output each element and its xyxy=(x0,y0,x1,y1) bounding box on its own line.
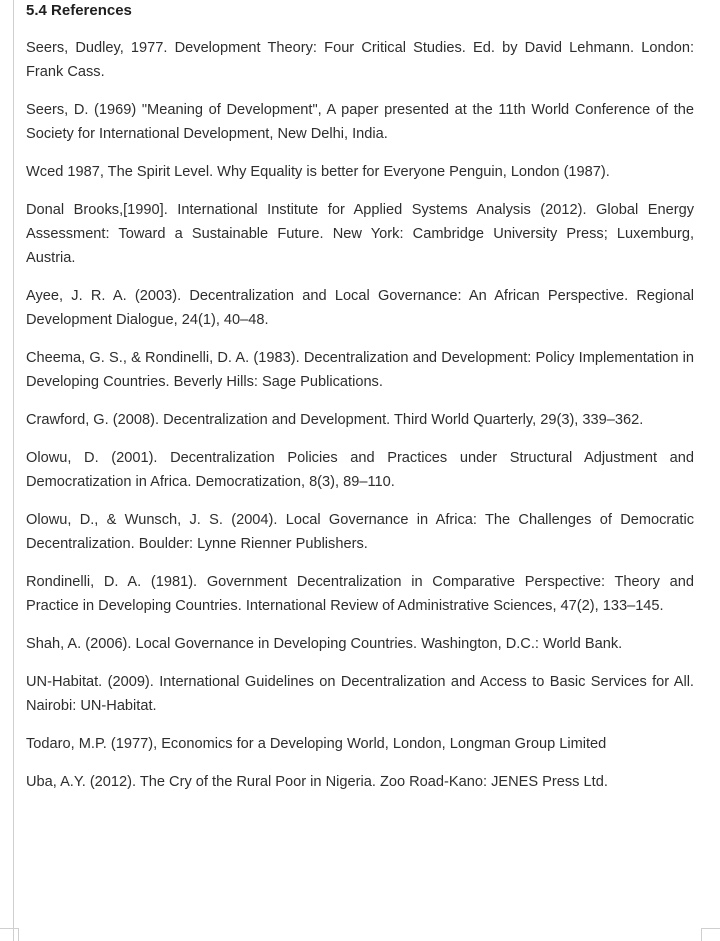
reference-list xyxy=(26,36,694,808)
section-heading: 5.4 References xyxy=(26,2,132,19)
reference-item: Olowu, D., & Wunsch, J. S. (2004). Local Governance in Africa: The Challenges of Democratic Decentralization. Boulder: Lynne Rienner Publishers. xyxy=(26,512,694,552)
page-corner-mark-left xyxy=(0,928,19,941)
reference-item: Shah, A. (2006). Local Governance in Developing Countries. Washington, D.C.: World Bank. xyxy=(26,636,623,652)
reference-item: Donal Brooks,[1990]. International Institute for Applied Systems Analysis (2012). Global Energy Assessment: Toward a Sustainable Future. New York: Cambridge University Press; Luxemburg, Austria. xyxy=(26,202,694,266)
page-left-border xyxy=(13,0,14,941)
reference-item: Crawford, G. (2008). Decentralization and Development. Third World Quarterly, 29(3), 339–362. xyxy=(26,412,644,428)
reference-item: Olowu, D. (2001). Decentralization Policies and Practices under Structural Adjustment and Democratization in Africa. Democratization, 8(3), 89–110. xyxy=(26,450,694,490)
reference-item: Rondinelli, D. A. (1981). Government Decentralization in Comparative Perspective: Theory and Practice in Developing Countries. International Review of Administrative Sciences, 47(2), 133–145. xyxy=(26,574,694,614)
reference-item: Todaro, M.P. (1977), Economics for a Developing World, London, Longman Group Limited xyxy=(26,736,607,752)
reference-item: Seers, Dudley, 1977. Development Theory: Four Critical Studies. Ed. by David Lehmann. London: Frank Cass. xyxy=(26,40,694,80)
reference-item: Cheema, G. S., & Rondinelli, D. A. (1983). Decentralization and Development: Policy Implementation in Developing Countries. Beverly Hills: Sage Publications. xyxy=(26,350,694,390)
reference-item: Ayee, J. R. A. (2003). Decentralization and Local Governance: An African Perspective. Regional Development Dialogue, 24(1), 40–48. xyxy=(26,288,694,328)
reference-item: Seers, D. (1969) "Meaning of Development", A paper presented at the 11th World Conference of the Society for International Development, New Delhi, India. xyxy=(26,102,694,142)
reference-item: Uba, A.Y. (2012). The Cry of the Rural Poor in Nigeria. Zoo Road-Kano: JENES Press Ltd. xyxy=(26,774,608,790)
reference-item: Wced 1987, The Spirit Level. Why Equality is better for Everyone Penguin, London (1987). xyxy=(26,164,610,180)
reference-item: UN-Habitat. (2009). International Guidelines on Decentralization and Access to Basic Services for All. Nairobi: UN-Habitat. xyxy=(26,674,694,714)
page-corner-mark-right xyxy=(701,928,720,941)
